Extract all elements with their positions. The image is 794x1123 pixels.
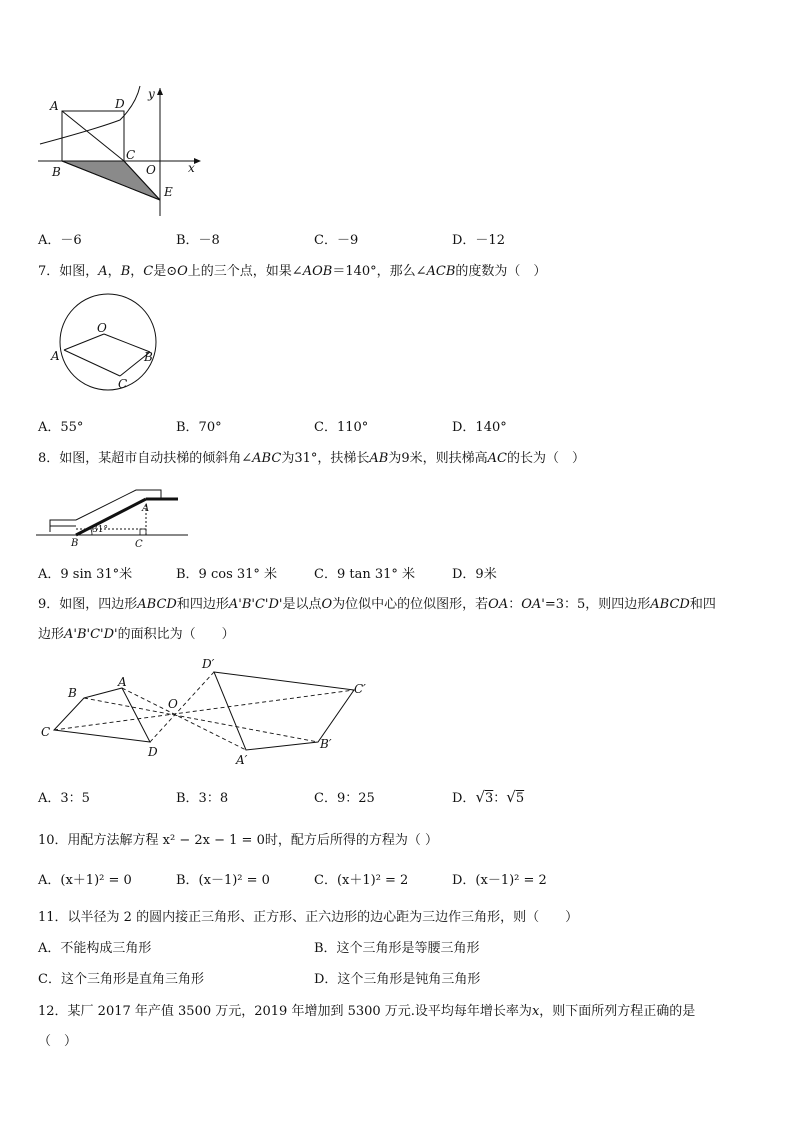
q8-option-d: D．9米 <box>452 567 497 582</box>
sqrt-icon: √ <box>475 788 485 806</box>
q7-stem <box>38 260 546 279</box>
q6-label-E: E <box>164 185 173 199</box>
q6-option-b: B．－8 <box>176 233 220 248</box>
q11-option-b: B．这个三角形是等腰三角形 <box>314 941 480 956</box>
q8-stem-text: 8．如图，某超市自动扶梯的倾斜角∠ <box>38 451 253 466</box>
q9-label-D: D <box>148 745 158 759</box>
q9-option-d-radicand: 5 <box>515 791 525 806</box>
q7-figure <box>48 290 168 400</box>
q8-stem-text: 为9米，则扶梯高 <box>388 451 488 466</box>
q9-option-d <box>452 787 524 806</box>
q8-stem-var: AB <box>369 451 389 466</box>
q6-label-x: x <box>188 161 195 175</box>
q9-stem-text: =3：5，则四边形 <box>544 597 651 612</box>
q7-option-d: D．140° <box>452 420 507 435</box>
q8-stem-var: AC <box>487 451 507 466</box>
q6-option-a: A．－6 <box>38 233 82 248</box>
q9-label-B-prime: B′ <box>320 737 332 751</box>
q12-stem-text: ，则下面所列方程正确的是 <box>539 1004 696 1019</box>
q9-stem-text: 9．如图，四边形 <box>38 597 138 612</box>
q11-option-c: C．这个三角形是直角三角形 <box>38 972 204 987</box>
q8-label-C: C <box>135 539 143 550</box>
q9-label-C-prime: C′ <box>354 682 366 696</box>
q6-label-B: B <box>52 165 61 179</box>
q9-stem-line1 <box>38 593 716 612</box>
q9-label-O: O <box>168 697 178 711</box>
q8-stem-var: ABC <box>252 451 282 466</box>
q6-option-c: C．－9 <box>314 233 359 248</box>
q8-stem-text: 为31°，扶梯长 <box>281 451 370 466</box>
q9-option-c: C．9：25 <box>314 791 375 806</box>
q6-option-d: D．－12 <box>452 233 505 248</box>
q8-label-A: A <box>142 503 150 514</box>
q9-stem-line2 <box>38 623 235 642</box>
q9-stem-text: 是以点 <box>282 597 322 612</box>
q8-stem <box>38 447 585 466</box>
q9-label-A-prime: A′ <box>236 753 248 767</box>
q7-label-A: A <box>51 349 60 363</box>
q9-label-A: A <box>118 675 127 689</box>
q7-stem-var: C <box>143 264 154 279</box>
q9-stem-text: 的面积比为（ ） <box>117 627 235 642</box>
q12-stem-var: x <box>531 1004 540 1019</box>
q12-stem-text: 12．某厂 2017 年产值 3500 万元，2019 年增加到 5300 万元.设平均每年增长率为 <box>38 1004 532 1019</box>
q9-stem-text: 边形 <box>38 627 65 642</box>
q6-figure <box>36 84 206 220</box>
q9-stem-var: ABCD <box>650 597 690 612</box>
q7-label-B: B <box>144 350 153 364</box>
q6-label-y: y <box>148 87 155 101</box>
q8-stem-text: 的长为（ ） <box>506 451 585 466</box>
q10-option-c: C．(x＋1)² = 2 <box>314 873 409 888</box>
sqrt-icon: √ <box>506 788 516 806</box>
q7-stem-text: 上的三个点，如果∠ <box>187 264 303 279</box>
q8-option-b: B．9 cos 31° 米 <box>176 567 278 582</box>
q7-stem-text: 是⊙ <box>153 264 178 279</box>
q6-label-D: D <box>115 97 125 111</box>
q8-option-a: A．9 sin 31°米 <box>38 567 133 582</box>
q9-stem-text: 和四 <box>689 597 716 612</box>
q7-stem-text: ， <box>107 264 121 279</box>
q9-option-b: B．3：8 <box>176 791 229 806</box>
q10-option-d: D．(x－1)² = 2 <box>452 873 547 888</box>
q8-option-c: C．9 tan 31° 米 <box>314 567 416 582</box>
q11-stem: 11．以半径为 2 的圆内接正三角形、正方形、正六边形的边心距为三边作三角形，则（ ） <box>38 910 579 925</box>
q9-stem-var: OA' <box>521 597 545 612</box>
q9-option-a: A．3：5 <box>38 791 90 806</box>
q7-stem-text: 7．如图， <box>38 264 99 279</box>
q7-stem-var: AOB <box>302 264 333 279</box>
q8-label-B: B <box>71 538 79 549</box>
q9-option-d-radicand: 3 <box>485 791 494 806</box>
q7-stem-text: ＝140°，那么∠ <box>332 264 427 279</box>
q10-option-b: B．(x－1)² = 0 <box>176 873 270 888</box>
q6-label-C: C <box>126 148 136 162</box>
q9-stem-text: 和四边形 <box>176 597 229 612</box>
q12-stem-line2: （ ） <box>38 1034 78 1049</box>
q11-option-a: A．不能构成三角形 <box>38 941 152 956</box>
q12-stem <box>38 1000 695 1019</box>
q7-stem-var: B <box>120 264 131 279</box>
q9-label-B: B <box>68 686 77 700</box>
q7-stem-text: ， <box>130 264 144 279</box>
q9-stem-text: 为位似中心的位似图形，若 <box>332 597 489 612</box>
q10-option-a: A．(x＋1)² = 0 <box>38 873 132 888</box>
q9-stem-var: A'B'C'D' <box>228 597 283 612</box>
q7-label-O: O <box>97 321 107 335</box>
q9-stem-var: A'B'C'D' <box>64 627 118 642</box>
q7-label-C: C <box>118 377 128 391</box>
q7-stem-var: O <box>177 264 188 279</box>
q6-label-O: O <box>146 163 156 177</box>
q9-label-C: C <box>41 725 51 739</box>
q8-label-angle: 31° <box>92 525 108 535</box>
q8-figure <box>36 480 196 552</box>
q7-stem-var: ACB <box>426 264 456 279</box>
q6-label-A: A <box>50 99 59 113</box>
q9-label-D-prime: D′ <box>202 657 215 671</box>
q7-option-b: B．70° <box>176 420 222 435</box>
q9-figure <box>36 652 376 770</box>
q7-option-c: C．110° <box>314 420 369 435</box>
q11-option-d: D．这个三角形是钝角三角形 <box>314 972 481 987</box>
q9-stem-var: ABCD <box>137 597 177 612</box>
q10-stem: 10．用配方法解方程 x² − 2x − 1 = 0时，配方后所得的方程为（ ） <box>38 833 438 848</box>
q7-stem-text: 的度数为（ ） <box>455 264 547 279</box>
q9-stem-var: OA <box>488 597 509 612</box>
q7-stem-var: A <box>98 264 108 279</box>
q9-option-d-label: D． <box>452 791 476 806</box>
q9-stem-text: ： <box>508 597 522 612</box>
q9-option-d-colon: ： <box>493 791 507 806</box>
q7-option-a: A．55° <box>38 420 84 435</box>
q9-stem-var: O <box>321 597 333 612</box>
